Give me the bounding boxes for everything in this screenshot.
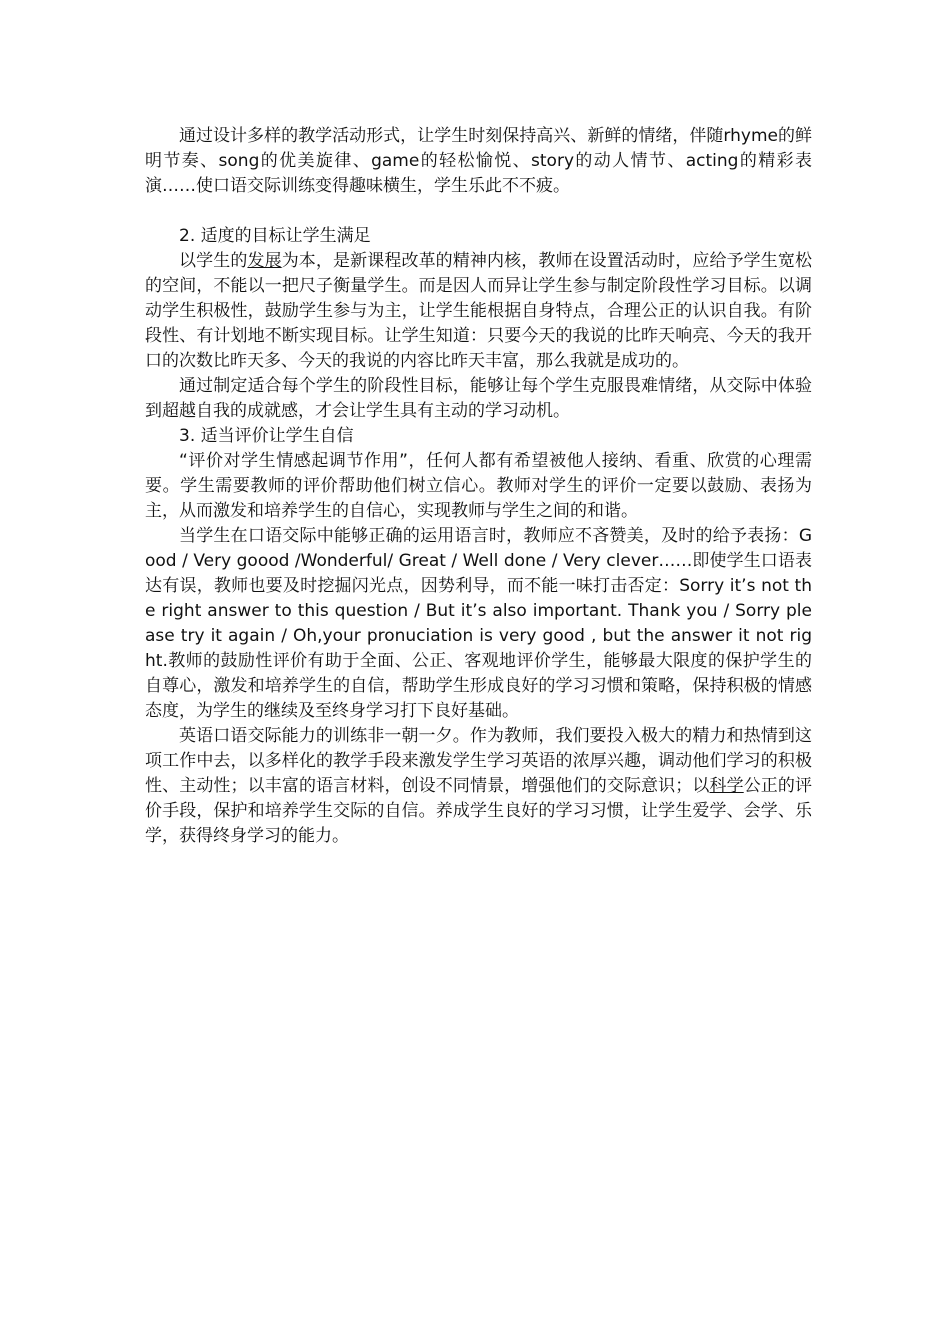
paragraph-stage-goals: 通过制定适合每个学生的阶段性目标，能够让每个学生克服畏难情绪，从交际中体验到超越自我的成就感，才会让学生具有主动的学习动机。 [145,376,812,421]
paragraph-goals-text-start: 以学生的 [179,251,248,271]
document-body [145,124,812,849]
paragraph-goals-text-end: 为本，是新课程改革的精神内核，教师在设置活动时，应给予学生宽松的空间，不能以一把尺子衡量学生。而是因人而异让学生参与制定阶段性学习目标。以调动学生积极性，鼓励学生参与为主，让学生能根据自身特点，合理公正的认识自我。有阶段性、有计划地不断实现目标。让学生知道：只要今天的我说的比昨天响亮、今天的我开口的次数比昨天多、今天的我说的内容比昨天丰富，那么我就是成功的。 [145,251,813,371]
section-heading-goals: 2. 适度的目标让学生满足 [179,226,371,246]
paragraph-conclusion-text-end: 公正的评价手段，保护和培养学生交际的自信。养成学生良好的学习习惯，让学生爱学、会学、乐学，获得终身学习的能力。 [145,776,813,846]
paragraph-praise-examples: 当学生在口语交际中能够正确的运用语言时，教师应不吝赞美，及时的给予表扬：Good / Very goood /Wonderful/ Great / Well done / Very clever……即使学生口语表达有误，教师也要及时挖掘闪光点，因势利导，而不能一味打击否定：Sorry it’s not the right answer to this question / But it’s also important. Thank you / Sorry please try it again / Oh,your pronuciation is very good , but the answer it not right.教师的鼓励性评价有助于全面、公正、客观地评价学生，能够最大限度的保护学生的自尊心，激发和培养学生的自信，帮助学生形成良好的学习习惯和策略，保持积极的情感态度，为学生的继续及至终身学习打下良好基础。 [145,526,812,721]
paragraph-evaluation: “评价对学生情感起调节作用”，任何人都有希望被他人接纳、看重、欣赏的心理需要。学生需要教师的评价帮助他们树立信心。教师对学生的评价一定要以鼓励、表扬为主，从而激发和培养学生的自信心，实现教师与学生之间的和谐。 [145,451,812,521]
paragraph-goals [145,249,812,374]
paragraph-conclusion-text-start: 英语口语交际能力的训练非一朝一夕。作为教师，我们要投入极大的精力和热情到这项工作中去，以多样化的教学手段来激发学生学习英语的浓厚兴趣，调动他们学习的积极性、主动性；以丰富的语言材料，创设不同情景，增强他们的交际意识；以 [145,726,812,796]
paragraph-activities: 通过设计多样的教学活动形式，让学生时刻保持高兴、新鲜的情绪，伴随rhyme的鲜明节奏、song的优美旋律、game的轻松愉悦、story的动人情节、acting的精彩表演……使口语交际训练变得趣味横生，学生乐此不不疲。 [145,126,812,196]
paragraph-conclusion [145,724,812,849]
link-development[interactable]: 发展 [247,251,282,271]
section-heading-evaluation: 3. 适当评价让学生自信 [179,426,354,446]
link-science[interactable]: 科学 [709,776,744,796]
paragraph-spacer [145,199,812,224]
